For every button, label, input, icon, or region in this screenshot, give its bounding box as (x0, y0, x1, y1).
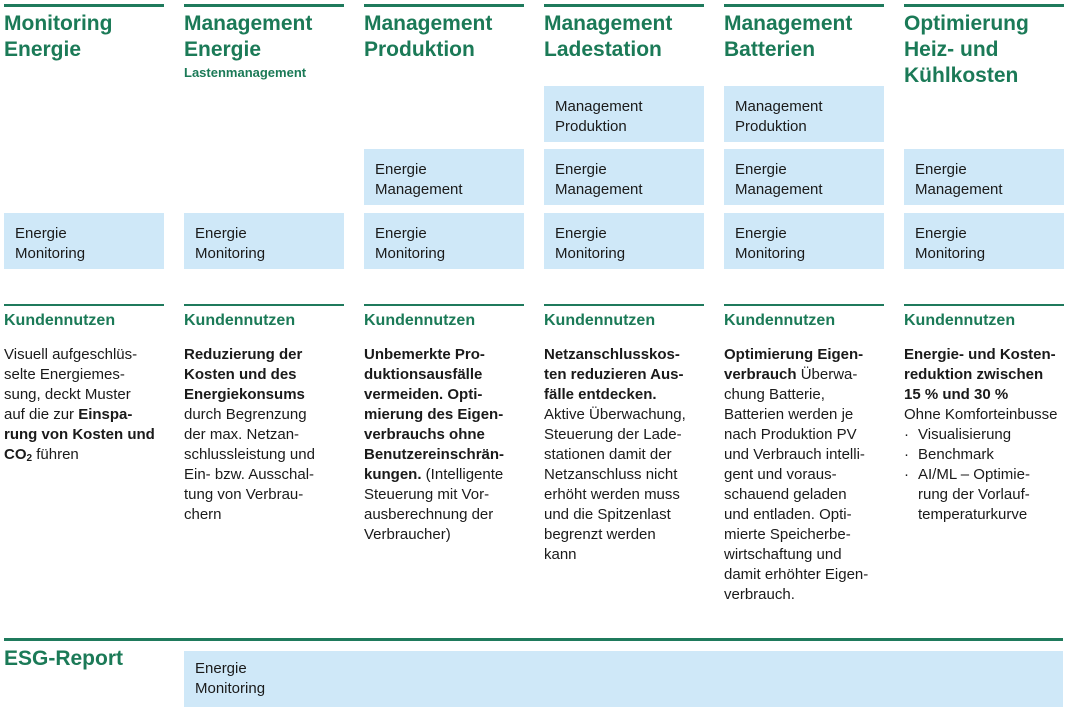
text-bold: verbrauch (724, 366, 797, 383)
box-line: Management (735, 181, 823, 198)
column-title (184, 11, 359, 63)
text-line: Steuerung mit Vor- (364, 486, 490, 503)
column-title (904, 11, 1066, 89)
benefit-label: Kundennutzen (544, 312, 656, 329)
benefit-text (724, 345, 889, 605)
text-bold: kungen. (364, 466, 422, 483)
benefit-rule (724, 304, 884, 306)
box-energie-management (724, 149, 884, 205)
benefit-rule (904, 304, 1064, 306)
text-line: tung von Verbrau- (184, 486, 304, 503)
text-bold: Unbemerkte Pro- (364, 346, 485, 363)
title-line: Management (364, 12, 493, 35)
text-line: stationen damit der (544, 446, 672, 463)
text-line: durch Begrenzung (184, 406, 307, 423)
text-bold: Benutzereinschrän- (364, 446, 505, 463)
box-line: Energie (375, 161, 427, 178)
title-line: Management (184, 12, 313, 35)
text-span: (Intelligente (421, 466, 504, 483)
benefit-text (4, 345, 169, 469)
text-line (364, 465, 529, 485)
esg-energie-monitoring-box (184, 651, 1063, 707)
box-line: Produktion (735, 118, 807, 135)
list-item-text: Benchmark (918, 446, 994, 463)
text-line: erhöht werden muss (544, 486, 680, 503)
box-management-produktion (544, 86, 704, 142)
text-bold: reduktion zwischen (904, 366, 1044, 383)
text-line: und die Spitzenlast (544, 506, 671, 523)
text-bold: rung von Kosten und (4, 426, 155, 443)
text-line: verbrauch. (724, 586, 795, 603)
text-line: und Verbrauch intelli- (724, 446, 865, 463)
text-line: sung, deckt Muster (4, 386, 131, 403)
list-item-text: AI/ML – Optimie- (918, 466, 1030, 483)
title-line: Energie (184, 38, 262, 61)
box-line: Management (555, 181, 643, 198)
column-top-rule (184, 4, 344, 7)
box-line: Energie (555, 225, 607, 242)
text-bold: Kosten und des (184, 366, 297, 383)
column-title (544, 11, 719, 63)
text-bold: Netzanschlusskos- (544, 346, 680, 363)
text-line: Ein- bzw. Ausschal- (184, 466, 315, 483)
text-line: begrenzt werden (544, 526, 656, 543)
title-line: Management (724, 12, 853, 35)
title-line: Kühlkosten (904, 64, 1019, 87)
box-line: Energie (555, 161, 607, 178)
box-line: Energie (915, 225, 967, 242)
box-line: Monitoring (555, 245, 626, 262)
box-line: Monitoring (195, 680, 266, 697)
text-line: selte Energiemes- (4, 366, 125, 383)
box-line: Monitoring (195, 245, 266, 262)
box-line: Monitoring (735, 245, 806, 262)
text-bold: ten reduzieren Aus- (544, 366, 684, 383)
box-energie-management (364, 149, 524, 205)
box-energie-monitoring (4, 213, 164, 269)
benefit-text (904, 345, 1066, 525)
text-line: damit erhöhter Eigen- (724, 566, 869, 583)
box-line: Energie (915, 161, 967, 178)
box-energie-monitoring (544, 213, 704, 269)
text-line (724, 365, 889, 385)
benefit-text (364, 345, 529, 545)
box-line: Energie (735, 161, 787, 178)
title-line: Batterien (724, 38, 816, 61)
title-line: Optimierung (904, 12, 1029, 35)
text-bold: Einspa- (78, 406, 133, 423)
bullet-icon: · (904, 466, 909, 483)
esg-rule (4, 638, 1063, 641)
title-line: Management (544, 12, 673, 35)
column-top-rule (364, 4, 524, 7)
text-line: Aktive Überwachung, (544, 406, 686, 423)
box-line: Management (555, 98, 643, 115)
box-line: Monitoring (915, 245, 986, 262)
list-item-text: rung der Vorlauf- (918, 486, 1030, 503)
benefit-label: Kundennutzen (364, 312, 476, 329)
column-top-rule (904, 4, 1064, 7)
box-energie-management (544, 149, 704, 205)
column-top-rule (724, 4, 884, 7)
text-span: auf die zur (4, 406, 79, 423)
box-line: Produktion (555, 118, 627, 135)
text-bold: 15 % und 30 % (904, 386, 1009, 403)
box-line: Energie (195, 225, 247, 242)
text-line: nach Produktion PV (724, 426, 857, 443)
column-title (4, 11, 179, 63)
text-line: wirtschaftung und (724, 546, 842, 563)
column-title (364, 11, 539, 63)
text-span: Überwa- (796, 366, 858, 383)
text-line: Steuerung der Lade- (544, 426, 682, 443)
text-bold: fälle entdecken. (544, 386, 657, 403)
column-subtitle: Lastenmanagement (184, 65, 307, 80)
benefit-rule (4, 304, 164, 306)
bullet-icon: · (904, 446, 909, 463)
box-line: Management (915, 181, 1003, 198)
box-energie-monitoring (184, 213, 344, 269)
text-bold: CO (4, 446, 27, 463)
text-line (4, 445, 169, 469)
text-line (4, 405, 169, 425)
text-line: Ohne Komforteinbusse (904, 406, 1058, 423)
box-energie-monitoring (724, 213, 884, 269)
column-title (724, 11, 899, 63)
box-energie-monitoring (904, 213, 1064, 269)
box-energie-monitoring (364, 213, 524, 269)
text-line: Batterien werden je (724, 406, 854, 423)
box-line: Energie (735, 225, 787, 242)
title-line: Produktion (364, 38, 475, 61)
text-line: kann (544, 546, 577, 563)
list-item (904, 425, 1066, 445)
title-line: Energie (4, 38, 82, 61)
box-line: Management (375, 181, 463, 198)
text-bold: vermeiden. Opti- (364, 386, 483, 403)
text-line: ausberechnung der (364, 506, 494, 523)
subscript: 2 (26, 453, 33, 464)
list-item-continued (904, 505, 1066, 525)
benefit-label: Kundennutzen (904, 312, 1016, 329)
text-line: chung Batterie, (724, 386, 825, 403)
benefit-rule (184, 304, 344, 306)
text-line: gent und voraus- (724, 466, 837, 483)
text-bold: verbrauchs ohne (364, 426, 485, 443)
title-line: Ladestation (544, 38, 662, 61)
list-item-text: temperaturkurve (918, 506, 1028, 523)
text-line: und entladen. Opti- (724, 506, 852, 523)
benefit-text (544, 345, 709, 565)
text-bold: Energie- und Kosten- (904, 346, 1056, 363)
title-line: Monitoring (4, 12, 113, 35)
text-line: Netzanschluss nicht (544, 466, 678, 483)
title-line: Heiz- und (904, 38, 999, 61)
text-line: schlussleistung und (184, 446, 315, 463)
bullet-icon: · (904, 426, 909, 443)
column-top-rule (4, 4, 164, 7)
text-line (4, 425, 169, 445)
benefit-rule (364, 304, 524, 306)
text-bold: duktionsausfälle (364, 366, 483, 383)
box-line: Monitoring (15, 245, 86, 262)
list-item-text: Visualisierung (918, 426, 1012, 443)
box-line: Monitoring (375, 245, 446, 262)
text-line: Verbraucher) (364, 526, 451, 543)
text-line: Visuell aufgeschlüs- (4, 346, 138, 363)
box-line: Energie (15, 225, 67, 242)
list-item (904, 465, 1066, 485)
box-line: Energie (195, 660, 247, 677)
text-line: der max. Netzan- (184, 426, 300, 443)
text-bold: Reduzierung der (184, 346, 303, 363)
text-line: schauend geladen (724, 486, 847, 503)
benefit-label: Kundennutzen (184, 312, 296, 329)
box-line: Management (735, 98, 823, 115)
benefit-rule (544, 304, 704, 306)
text-bold: Optimierung Eigen- (724, 346, 864, 363)
list-item (904, 445, 1066, 465)
box-line: Energie (375, 225, 427, 242)
esg-title: ESG-Report (4, 647, 124, 670)
list-item-continued (904, 485, 1066, 505)
text-line: mierte Speicherbe- (724, 526, 851, 543)
benefit-label: Kundennutzen (4, 312, 116, 329)
text-bold: Energiekonsums (184, 386, 305, 403)
text-span: führen (32, 446, 79, 463)
benefit-text (184, 345, 349, 525)
text-line: chern (184, 506, 222, 523)
text-bold: mierung des Eigen- (364, 406, 504, 423)
box-energie-management (904, 149, 1064, 205)
column-top-rule (544, 4, 704, 7)
box-management-produktion (724, 86, 884, 142)
benefit-label: Kundennutzen (724, 312, 836, 329)
